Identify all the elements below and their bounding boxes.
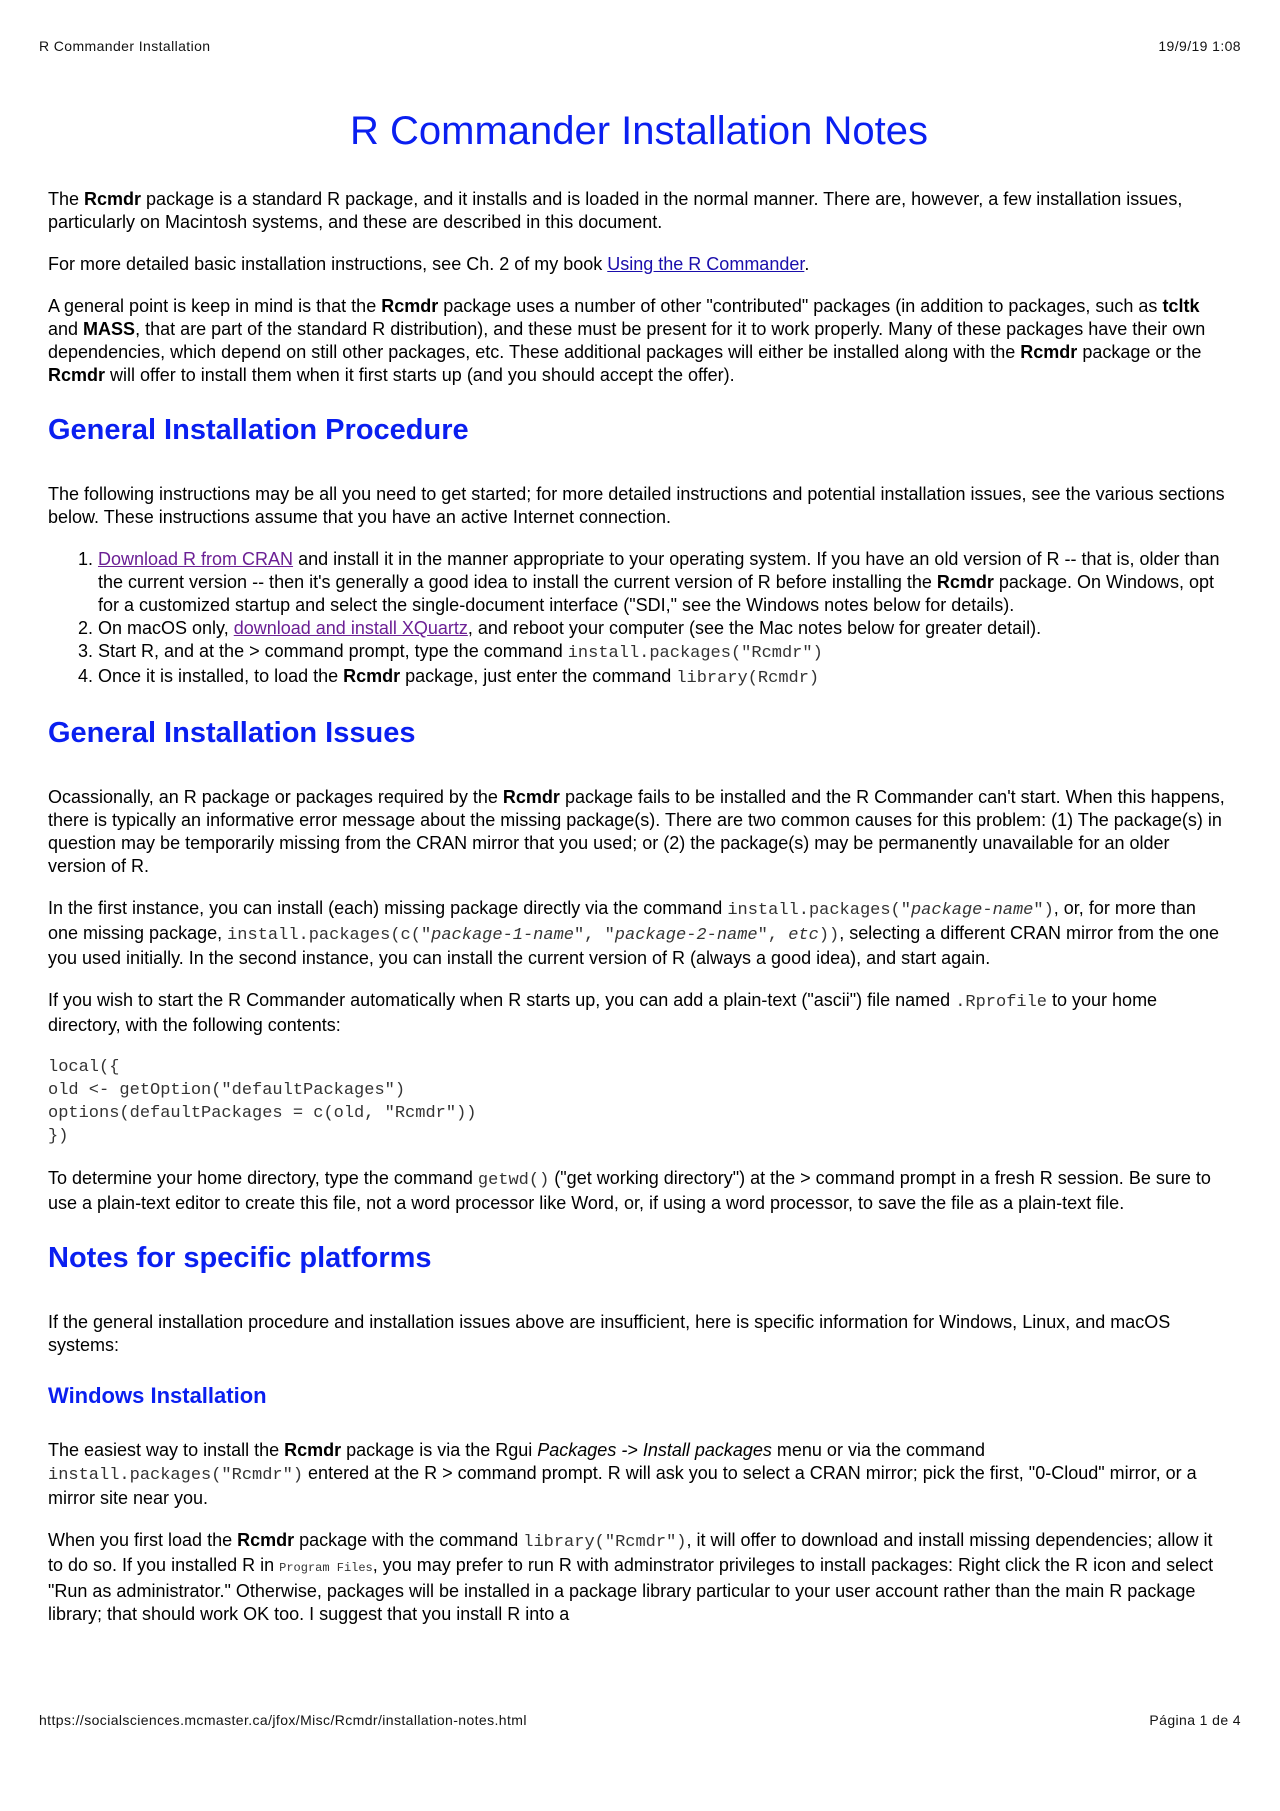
issues-paragraph-2: In the first instance, you can install (each) missing package directly via the command install.packages("package-name"), or, for more than one missing package, install.packages(c("package-1-name", "package-2-name", etc)), selecting a different CRAN mirror from the one you used initially. In the second instance, you can install the current version of R (always a good idea), and start again.: [48, 898, 1220, 968]
intro-paragraph-1: The Rcmdr package is a standard R package, and it installs and is loaded in the normal manner. There are, however, a few installation issues, particularly on Macintosh systems, and these are described in this document.: [48, 189, 1183, 232]
list-item: 3. Start R, and at the > command prompt, type the command install.packages("Rcmdr"): [98, 640, 1230, 665]
section-heading-general-procedure: General Installation Procedure: [48, 414, 469, 446]
windows-paragraph-1: The easiest way to install the Rcmdr package is via the Rgui Packages -> Install packages menu or via the command install.packages("Rcmdr") entered at the R > command prompt. R will ask you to select a CRAN mirror; pick the first, "0-Cloud" mirror, or a mirror site near you.: [48, 1440, 1197, 1508]
platforms-paragraph: If the general installation procedure and installation issues above are insufficient, here is specific information for Windows, Linux, and macOS systems:: [48, 1312, 1171, 1355]
page-title: R Commander Installation Notes: [349, 109, 929, 153]
section-heading-platforms: Notes for specific platforms: [48, 1242, 432, 1274]
header-title: R Commander Installation: [39, 38, 211, 54]
intro-paragraph-2: For more detailed basic installation instructions, see Ch. 2 of my book Using the R Commander.: [48, 254, 810, 274]
procedure-paragraph: The following instructions may be all you need to get started; for more detailed instructions and potential installation issues, see the various sections below. These instructions assume that you have an active Internet connection.: [48, 484, 1225, 527]
windows-paragraph-2: When you first load the Rcmdr package with the command library("Rcmdr"), it will offer to download and install missing dependencies; allow it to do so. If you installed R in Program Files, you may prefer to run R with adminstrator privileges to install packages: Right click the R icon and select "Run as administrator." Otherwise, packages will be installed in a package library particular to your user account rather than the main R package library; that should work OK too. I suggest that you install R into a: [48, 1530, 1214, 1624]
print-header: [39, 38, 1241, 54]
book-link[interactable]: Using the R Commander: [607, 254, 805, 274]
document-body: [48, 96, 1230, 1645]
section-heading-general-issues: General Installation Issues: [48, 717, 416, 749]
issues-paragraph-4: To determine your home directory, type the command getwd() ("get working directory") at the > command prompt in a fresh R session. Be sure to use a plain-text editor to create this file, not a word processor like Word, or, if using a word processor, to save the file as a plain-text file.: [48, 1168, 1211, 1213]
download-r-link[interactable]: Download R from CRAN: [98, 549, 294, 569]
issues-paragraph-1: Ocassionally, an R package or packages required by the Rcmdr package fails to be installed and the R Commander can't start. When this happens, there is typically an informative error message about the missing package(s). There are two common causes for this problem: (1) The package(s) in question may be temporarily missing from the CRAN mirror that you used; or (2) the package(s) may be permanently unavailable for an older version of R.: [48, 787, 1225, 876]
intro-paragraph-3: A general point is keep in mind is that the Rcmdr package uses a number of other "contributed" packages (in addition to packages, such as tcltk and MASS, that are part of the standard R distribution), and these must be present for it to work properly. Many of these packages have their own dependencies, which depend on still other packages, etc. These additional packages will either be installed along with the Rcmdr package or the Rcmdr will offer to install them when it first starts up (and you should accept the offer).: [48, 296, 1206, 385]
footer-url: https://socialsciences.mcmaster.ca/jfox/Misc/Rcmdr/installation-notes.html: [39, 1712, 527, 1728]
footer-page-number: Página 1 de 4: [1149, 1712, 1241, 1728]
xquartz-link[interactable]: download and install XQuartz: [233, 618, 468, 638]
subsection-heading-windows: Windows Installation: [48, 1383, 267, 1408]
print-footer: [39, 1712, 1241, 1728]
rprofile-code-block: local({ old <- getOption("defaultPackages") options(defaultPackages = c(old, "Rcmdr")) }): [48, 1058, 477, 1146]
procedure-steps: [48, 548, 1230, 690]
list-item: 2. On macOS only, download and install XQuartz, and reboot your computer (see the Mac notes below for greater detail).: [98, 617, 1230, 640]
list-item: 4. Once it is installed, to load the Rcmdr package, just enter the command library(Rcmdr): [98, 665, 1230, 690]
list-item: 1. Download R from CRAN and install it in the manner appropriate to your operating system. If you have an old version of R -- that is, older than the current version -- then it's generally a good idea to install the current version of R before installing the Rcmdr package. On Windows, opt for a customized startup and select the single-document interface ("SDI," see the Windows notes below for details).: [98, 548, 1230, 617]
header-datetime: 19/9/19 1:08: [1158, 38, 1241, 54]
issues-paragraph-3: If you wish to start the R Commander automatically when R starts up, you can add a plain-text ("ascii") file named .Rprofile to your home directory, with the following contents:: [48, 990, 1158, 1035]
